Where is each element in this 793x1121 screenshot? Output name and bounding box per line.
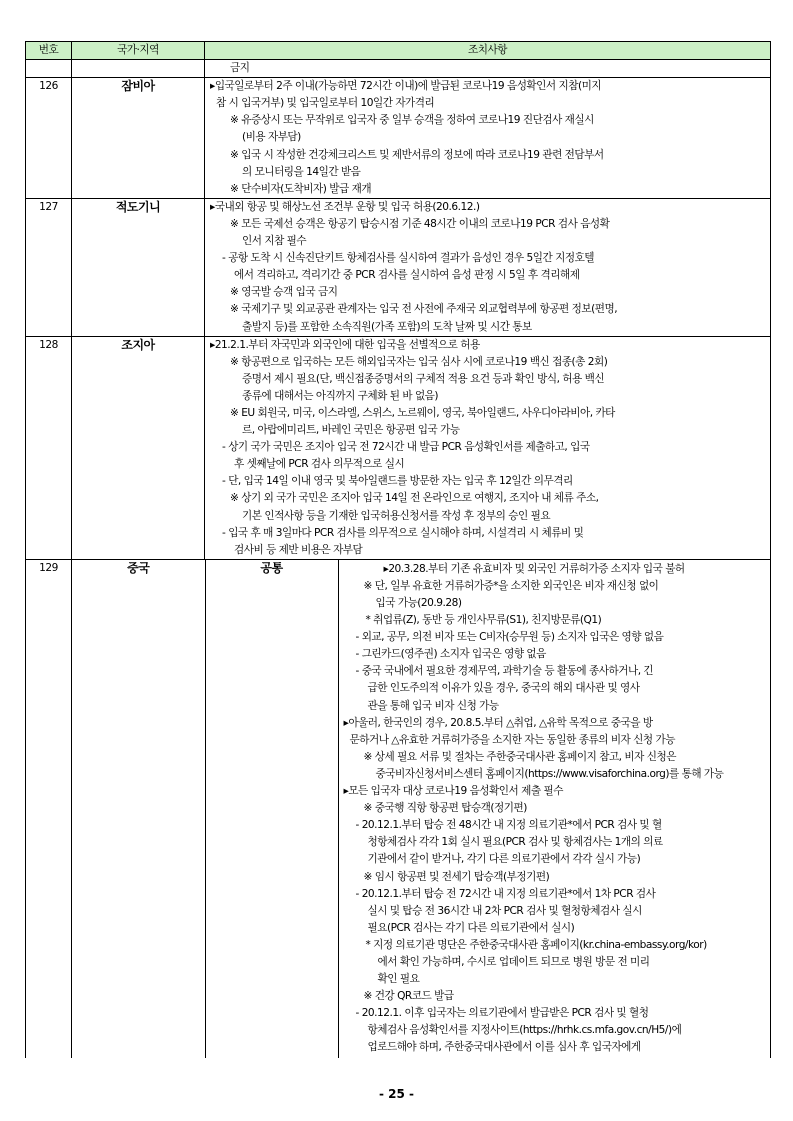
- measure-line: ▸국내외 항공 및 해상노선 조건부 운항 및 입국 허용(20.6.12.): [210, 200, 480, 213]
- measure-line: - 상기 국가 국민은 조지아 입국 전 72시간 내 발급 PCR 음성확인서를 제출하고, 입국: [222, 441, 590, 454]
- measure-line: 의 모니터링을 14일간 받음: [242, 165, 361, 178]
- table-row-zambia: [26, 78, 771, 199]
- measure-line: - 공항 도착 시 신속진단키트 항체검사를 실시하여 결과가 음성인 경우 5일간 지정호텔: [222, 252, 595, 265]
- measure-line: * 취업류(Z), 동반 등 개인사무류(S1), 친지방문류(Q1): [365, 614, 602, 627]
- measure-line: 종류에 대해서는 아직까지 구체화 된 바 없음): [242, 389, 439, 402]
- measures-cell: [338, 560, 770, 1058]
- measures-cell: [205, 198, 771, 336]
- table-header-row: [26, 42, 771, 60]
- measure-line: 출발지 등)를 포함한 소속직원(가족 포함)의 도착 날짜 및 시간 통보: [242, 320, 532, 333]
- measure-line: 업로드해야 하며, 주한중국대사관에서 이를 심사 후 입국자에게: [367, 1041, 641, 1054]
- measure-line: 입국 가능(20.9.28): [375, 597, 462, 609]
- measure-line: - 그린카드(영주권) 소지자 입국은 영향 없음: [355, 648, 546, 661]
- carry-over-measures: [205, 60, 771, 78]
- measure-line: ※ 상기 외 국가 국민은 조지아 입국 14일 전 온라인으로 여행지, 조지아 내 체류 주소,: [230, 492, 599, 505]
- measure-line: ※ 영국발 승객 입국 금지: [230, 286, 338, 299]
- measure-line: - 20.12.1.부터 탑승 전 48시간 내 지정 의료기관*에서 PCR 검사 및 혈: [355, 819, 662, 832]
- measure-line: ▸아울러, 한국인의 경우, 20.8.5.부터 △취업, △유학 목적으로 중국을 방: [343, 716, 653, 729]
- table-row-georgia: [26, 336, 771, 559]
- measure-line: 중국비자신청서비스센터 홈페이지(https://www.visaforchina.org)를 통해 가능: [375, 767, 724, 780]
- measure-line: - 20.12.1.부터 탑승 전 72시간 내 지정 의료기관*에서 1차 PCR 검사: [355, 887, 656, 900]
- row-number: 127: [26, 198, 72, 336]
- measure-line: ※ EU 회원국, 미국, 이스라엘, 스위스, 노르웨이, 영국, 북아일랜드, 사우디아라비아, 카타: [230, 406, 615, 419]
- measure-line: - 입국 후 매 3일마다 PCR 검사를 의무적으로 실시해야 하며, 시설격리 시 체류비 및: [222, 526, 584, 539]
- measure-line: 금지: [230, 62, 250, 75]
- row-number: 129: [26, 559, 72, 1057]
- measure-line: * 지정 의료기관 명단은 주한중국대사관 홈페이지(kr.china-embassy.org/kor): [365, 938, 707, 951]
- country-name: 중국: [72, 560, 205, 1058]
- measure-line: ※ 상세 필요 서류 및 절차는 주한중국대사관 홈페이지 참고, 비자 신청은: [363, 750, 676, 763]
- measure-line: ※ 국제기구 및 외교공관 관계자는 입국 전 사전에 주재국 외교협력부에 항공편 정보(편명,: [230, 303, 618, 316]
- measure-line: (비용 자부담): [242, 131, 301, 144]
- measure-line: - 20.12.1. 이후 입국자는 의료기관에서 발급받은 PCR 검사 및 혈청: [355, 1007, 649, 1020]
- country-name: 적도기니: [72, 198, 205, 336]
- measure-line: 기본 인적사항 등을 기재한 입국허용신청서를 작성 후 정부의 승인 필요: [242, 509, 551, 522]
- country-name: 잠비아: [72, 78, 205, 199]
- measure-line: 르, 아랍에미리트, 바레인 국민은 항공편 입국 가능: [242, 424, 460, 437]
- measure-line: 검사비 등 제반 비용은 자부담: [234, 543, 363, 556]
- header-country: 국가·지역: [72, 42, 205, 60]
- table-row-equatorial-guinea: [26, 198, 771, 336]
- row-number: 126: [26, 78, 72, 199]
- region-subcategory: 공통: [205, 560, 338, 1058]
- row-number: 128: [26, 336, 72, 559]
- measure-line: 에서 격리하고, 격리기간 중 PCR 검사를 실시하여 음성 판정 시 5일 후 격리해제: [234, 269, 580, 282]
- page-number: - 25 -: [378, 1087, 414, 1101]
- measure-line: - 외교, 공무, 의전 비자 또는 C비자(승무원 등) 소지자 입국은 영향 없음: [355, 631, 664, 644]
- table-row-china: [26, 559, 771, 1057]
- table-row-carry-over: [26, 60, 771, 78]
- measure-line: 항체검사 음성확인서를 지정사이트(https://hrhk.cs.mfa.gov.cn/H5/)에: [367, 1024, 682, 1037]
- measure-line: ※ 유증상시 또는 무작위로 입국자 중 일부 승객을 정하여 코로나19 진단검사 재실시: [230, 114, 594, 127]
- entry-measures-table: [25, 41, 771, 1058]
- measure-line: 청항체검사 각각 1회 실시 필요(PCR 검사 및 항체검사는 1개의 의료: [367, 836, 663, 849]
- measure-line: - 단, 입국 14일 이내 영국 및 북아일랜드를 방문한 자는 입국 후 12일간 의무격리: [222, 475, 573, 488]
- measure-line: 확인 필요: [377, 973, 420, 986]
- measure-line: 후 셋째날에 PCR 검사 의무적으로 실시: [234, 458, 405, 471]
- measure-line: 급한 인도주의적 이유가 있을 경우, 중국의 해외 대사관 및 영사: [367, 682, 640, 695]
- measure-line: 실시 및 탑승 전 36시간 내 2차 PCR 검사 및 혈청항체검사 실시: [367, 904, 642, 917]
- measure-line: ※ 중국행 직항 항공편 탑승객(정기편): [363, 802, 527, 815]
- measure-line: ▸모든 입국자 대상 코로나19 음성확인서 제출 필수: [343, 785, 563, 798]
- measure-line: ▸21.2.1.부터 자국민과 외국인에 대한 입국을 선별적으로 허용: [210, 338, 480, 351]
- measure-line: ※ 입국 시 작성한 건강체크리스트 및 제반서류의 정보에 따라 코로나19 관련 전담부서: [230, 148, 604, 161]
- measure-line: ※ 건강 QR코드 발급: [363, 990, 454, 1003]
- measures-cell: [205, 336, 771, 559]
- measure-line: ▸입국일로부터 2주 이내(가능하면 72시간 이내)에 발급된 코로나19 음성확인서 지참(미지: [210, 80, 602, 93]
- carry-over-num: [26, 60, 72, 78]
- measure-line: 기관에서 같이 받거나, 각기 다른 의료기관에서 각각 실시 가능): [367, 853, 641, 866]
- country-name: 조지아: [72, 336, 205, 559]
- measure-line: ※ 항공편으로 입국하는 모든 해외입국자는 입국 심사 시에 코로나19 백신 접종(총 2회): [230, 355, 608, 368]
- china-subtable: [72, 560, 770, 1058]
- header-num: 번호: [26, 42, 72, 60]
- measure-line: ※ 임시 항공편 및 전세기 탑승객(부정기편): [363, 870, 550, 883]
- measure-line: 문하거나 △유효한 거류허가증을 소지한 자는 동일한 종류의 비자 신청 가능: [349, 733, 675, 746]
- measure-line: - 중국 국내에서 필요한 경제무역, 과학기술 등 활동에 종사하거나, 긴: [355, 665, 654, 678]
- china-subrow: [72, 560, 770, 1058]
- measure-line: 인서 지참 필수: [242, 235, 307, 248]
- measure-line: 관을 통해 입국 비자 신청 가능: [367, 699, 499, 712]
- measure-line: ▸20.3.28.부터 기존 유효비자 및 외국인 거류허가증 소지자 입국 불허: [383, 562, 685, 575]
- measure-line: 증명서 제시 필요(단, 백신접종증명서의 구체적 적용 요건 등과 확인 방식, 허용 백신: [242, 372, 605, 385]
- china-inner-cell: [72, 559, 771, 1057]
- measure-line: ※ 모든 국제선 승객은 항공기 탑승시점 기준 48시간 이내의 코로나19 PCR 검사 음성확: [230, 217, 610, 230]
- measures-cell: [205, 78, 771, 199]
- measure-line: 에서 확인 가능하며, 수시로 업데이트 되므로 병원 방문 전 미리: [377, 955, 650, 968]
- measure-line: ※ 단, 일부 유효한 거류허가증*을 소지한 외국인은 비자 재신청 없이: [363, 579, 659, 592]
- measure-line: 필요(PCR 검사는 각기 다른 의료기관에서 실시): [367, 921, 575, 934]
- header-measures: 조치사항: [205, 42, 771, 60]
- measure-line: 참 시 입국거부) 및 입국일로부터 10일간 자가격리: [216, 97, 435, 110]
- measure-line: ※ 단수비자(도착비자) 발급 재개: [230, 182, 372, 195]
- carry-over-country: [72, 60, 205, 78]
